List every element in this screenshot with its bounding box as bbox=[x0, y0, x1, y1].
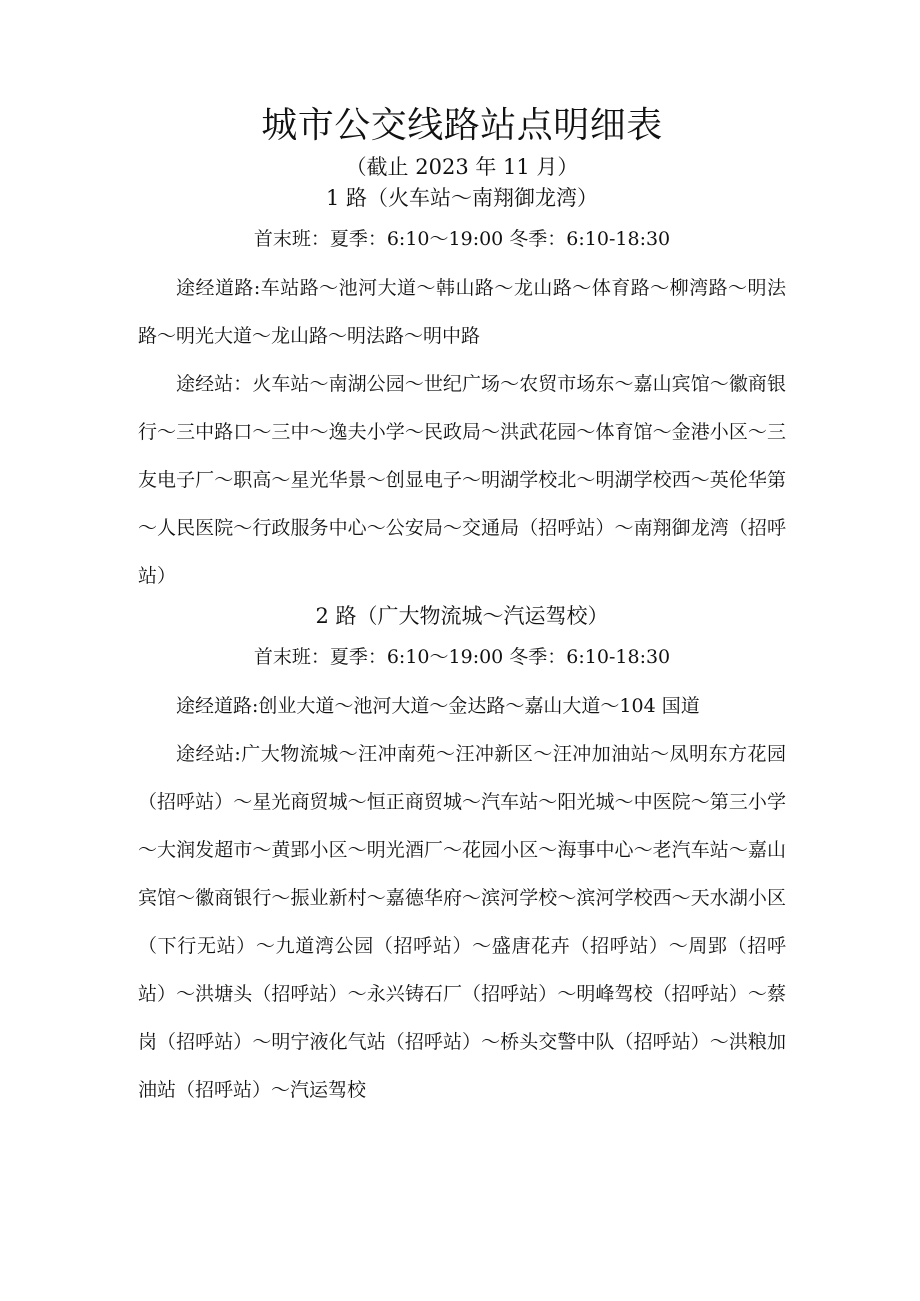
route-2-name: 2 路（广大物流城～汽运驾校） bbox=[315, 604, 609, 628]
route-1-section bbox=[138, 182, 786, 600]
document-subtitle: （截止 2023 年 11 月） bbox=[345, 155, 579, 179]
route-1-stops: 途经站：火车站～南湖公园～世纪广场～农贸市场东～嘉山宾馆～徽商银行～三中路口～三中～逸夫小学～民政局～洪武花园～体育馆～金港小区～三友电子厂～职高～星光华景～创显电子～明湖学校北～明湖学校西～英伦华第～人民医院～行政服务中心～公安局～交通局（招呼站）～南翔御龙湾（招呼站） bbox=[138, 373, 786, 587]
route-2-section bbox=[138, 600, 786, 1114]
document-page bbox=[138, 100, 786, 1114]
document-title: 城市公交线路站点明细表 bbox=[261, 105, 663, 146]
route-2-schedule: 首末班：夏季：6:10～19:00 冬季：6:10-18:30 bbox=[253, 646, 671, 668]
route-1-schedule: 首末班：夏季：6:10～19:00 冬季：6:10-18:30 bbox=[253, 228, 671, 250]
route-2-roads: 途经道路:创业大道～池河大道～金达路～嘉山大道～104 国道 bbox=[176, 695, 700, 717]
route-1-roads: 途经道路:车站路～池河大道～韩山路～龙山路～体育路～柳湾路～明法路～明光大道～龙山路～明法路～明中路 bbox=[138, 277, 786, 347]
route-2-stops: 途经站:广大物流城～汪冲南苑～汪冲新区～汪冲加油站～凤明东方花园（招呼站）～星光商贸城～恒正商贸城～汽车站～阳光城～中医院～第三小学～大润发超市～黄郢小区～明光酒厂～花园小区～海事中心～老汽车站～嘉山宾馆～徽商银行～振业新村～嘉德华府～滨河学校～滨河学校西～天水湖小区（下行无站）～九道湾公园（招呼站）～盛唐花卉（招呼站）～周郢（招呼站）～洪塘头（招呼站）～永兴铸石厂（招呼站）～明峰驾校（招呼站）～蔡岗（招呼站）～明宁液化气站（招呼站）～桥头交警中队（招呼站）～洪粮加油站（招呼站）～汽运驾校 bbox=[138, 743, 786, 1101]
route-1-name: 1 路（火车站～南翔御龙湾） bbox=[325, 186, 599, 210]
